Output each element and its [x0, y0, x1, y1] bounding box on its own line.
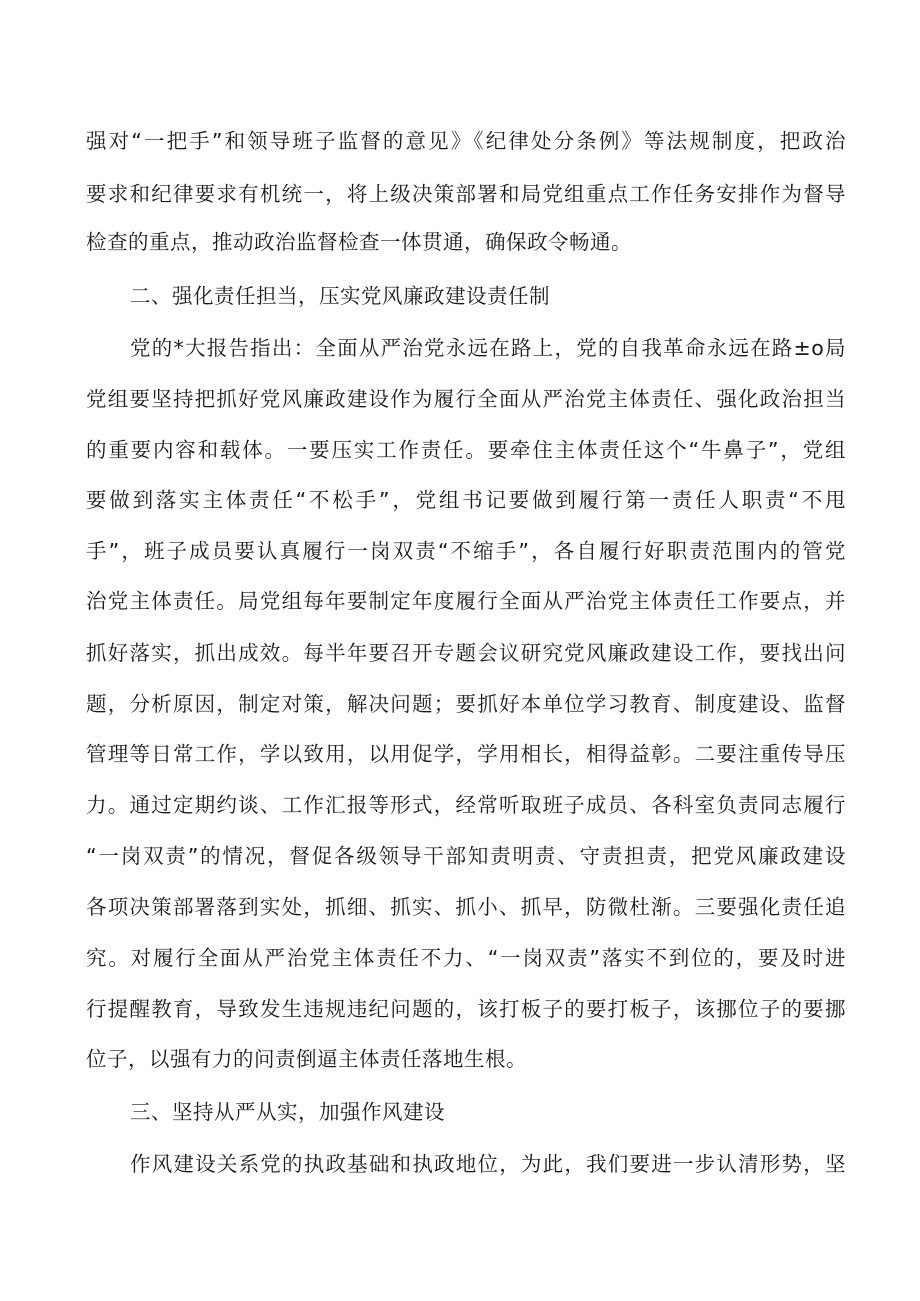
paragraph-line: 检查的重点，推动政治监督检查一体贯通，确保政令畅通。 [86, 230, 632, 254]
paragraph-line: 要做到落实主体责任“不松手”，党组书记要做到履行第一责任人职责“不甩 [86, 488, 846, 512]
paragraph-line: 强对“一把手”和领导班子监督的意见》《纪律处分条例》等法规制度，把政治 [86, 129, 846, 153]
paragraph-line: 各项决策部署落到实处，抓细、抓实、抓小、抓早，防微杜渐。三要强化责任追 [86, 895, 846, 919]
paragraph-line: 题，分析原因，制定对策，解决问题；要抓好本单位学习教育、制度建设、监督 [86, 692, 846, 716]
paragraph-line: 要求和纪律要求有机统一，将上级决策部署和局党组重点工作任务安排作为督导 [86, 182, 846, 206]
paragraph-line: 抓好落实，抓出成效。每半年要召开专题会议研究党风廉政建设工作，要找出问 [86, 641, 846, 665]
section-heading: 三、坚持从严从实，加强作风建设 [130, 1100, 445, 1124]
paragraph-line: 党组要坚持把抓好党风廉政建设作为履行全面从严治党主体责任、强化政治担当 [86, 387, 846, 411]
paragraph-line: 究。对履行全面从严治党主体责任不力、“一岗双责”落实不到位的，要及时进 [86, 946, 846, 970]
paragraph-line: 党的*大报告指出：全面从严治党永远在路上，党的自我革命永远在路±o局 [130, 336, 846, 360]
paragraph-line: 行提醒教育，导致发生违规违纪问题的，该打板子的要打板子，该挪位子的要挪 [86, 997, 846, 1021]
paragraph-line: 力。通过定期约谈、工作汇报等形式，经常听取班子成员、各科室负责同志履行 [86, 793, 846, 817]
paragraph-line: 治党主体责任。局党组每年要制定年度履行全面从严治党主体责任工作要点，并 [86, 589, 846, 613]
paragraph-line: 的重要内容和载体。一要压实工作责任。要牵住主体责任这个“牛鼻子”，党组 [86, 438, 846, 462]
paragraph-line: 作风建设关系党的执政基础和执政地位，为此，我们要进一步认清形势，坚 [130, 1152, 846, 1176]
paragraph-line: 管理等日常工作，学以致用，以用促学，学用相长，相得益彰。二要注重传导压 [86, 742, 846, 766]
paragraph-line: 手”，班子成员要认真履行一岗双责“不缩手”，各自履行好职责范围内的管党 [86, 539, 846, 563]
section-heading: 二、强化责任担当，压实党风廉政建设责任制 [130, 284, 550, 308]
paragraph-line: “一岗双责”的情况，督促各级领导干部知责明责、守责担责，把党风廉政建设 [86, 844, 846, 868]
paragraph-line: 位子，以强有力的问责倒逼主体责任落地生根。 [86, 1047, 527, 1071]
